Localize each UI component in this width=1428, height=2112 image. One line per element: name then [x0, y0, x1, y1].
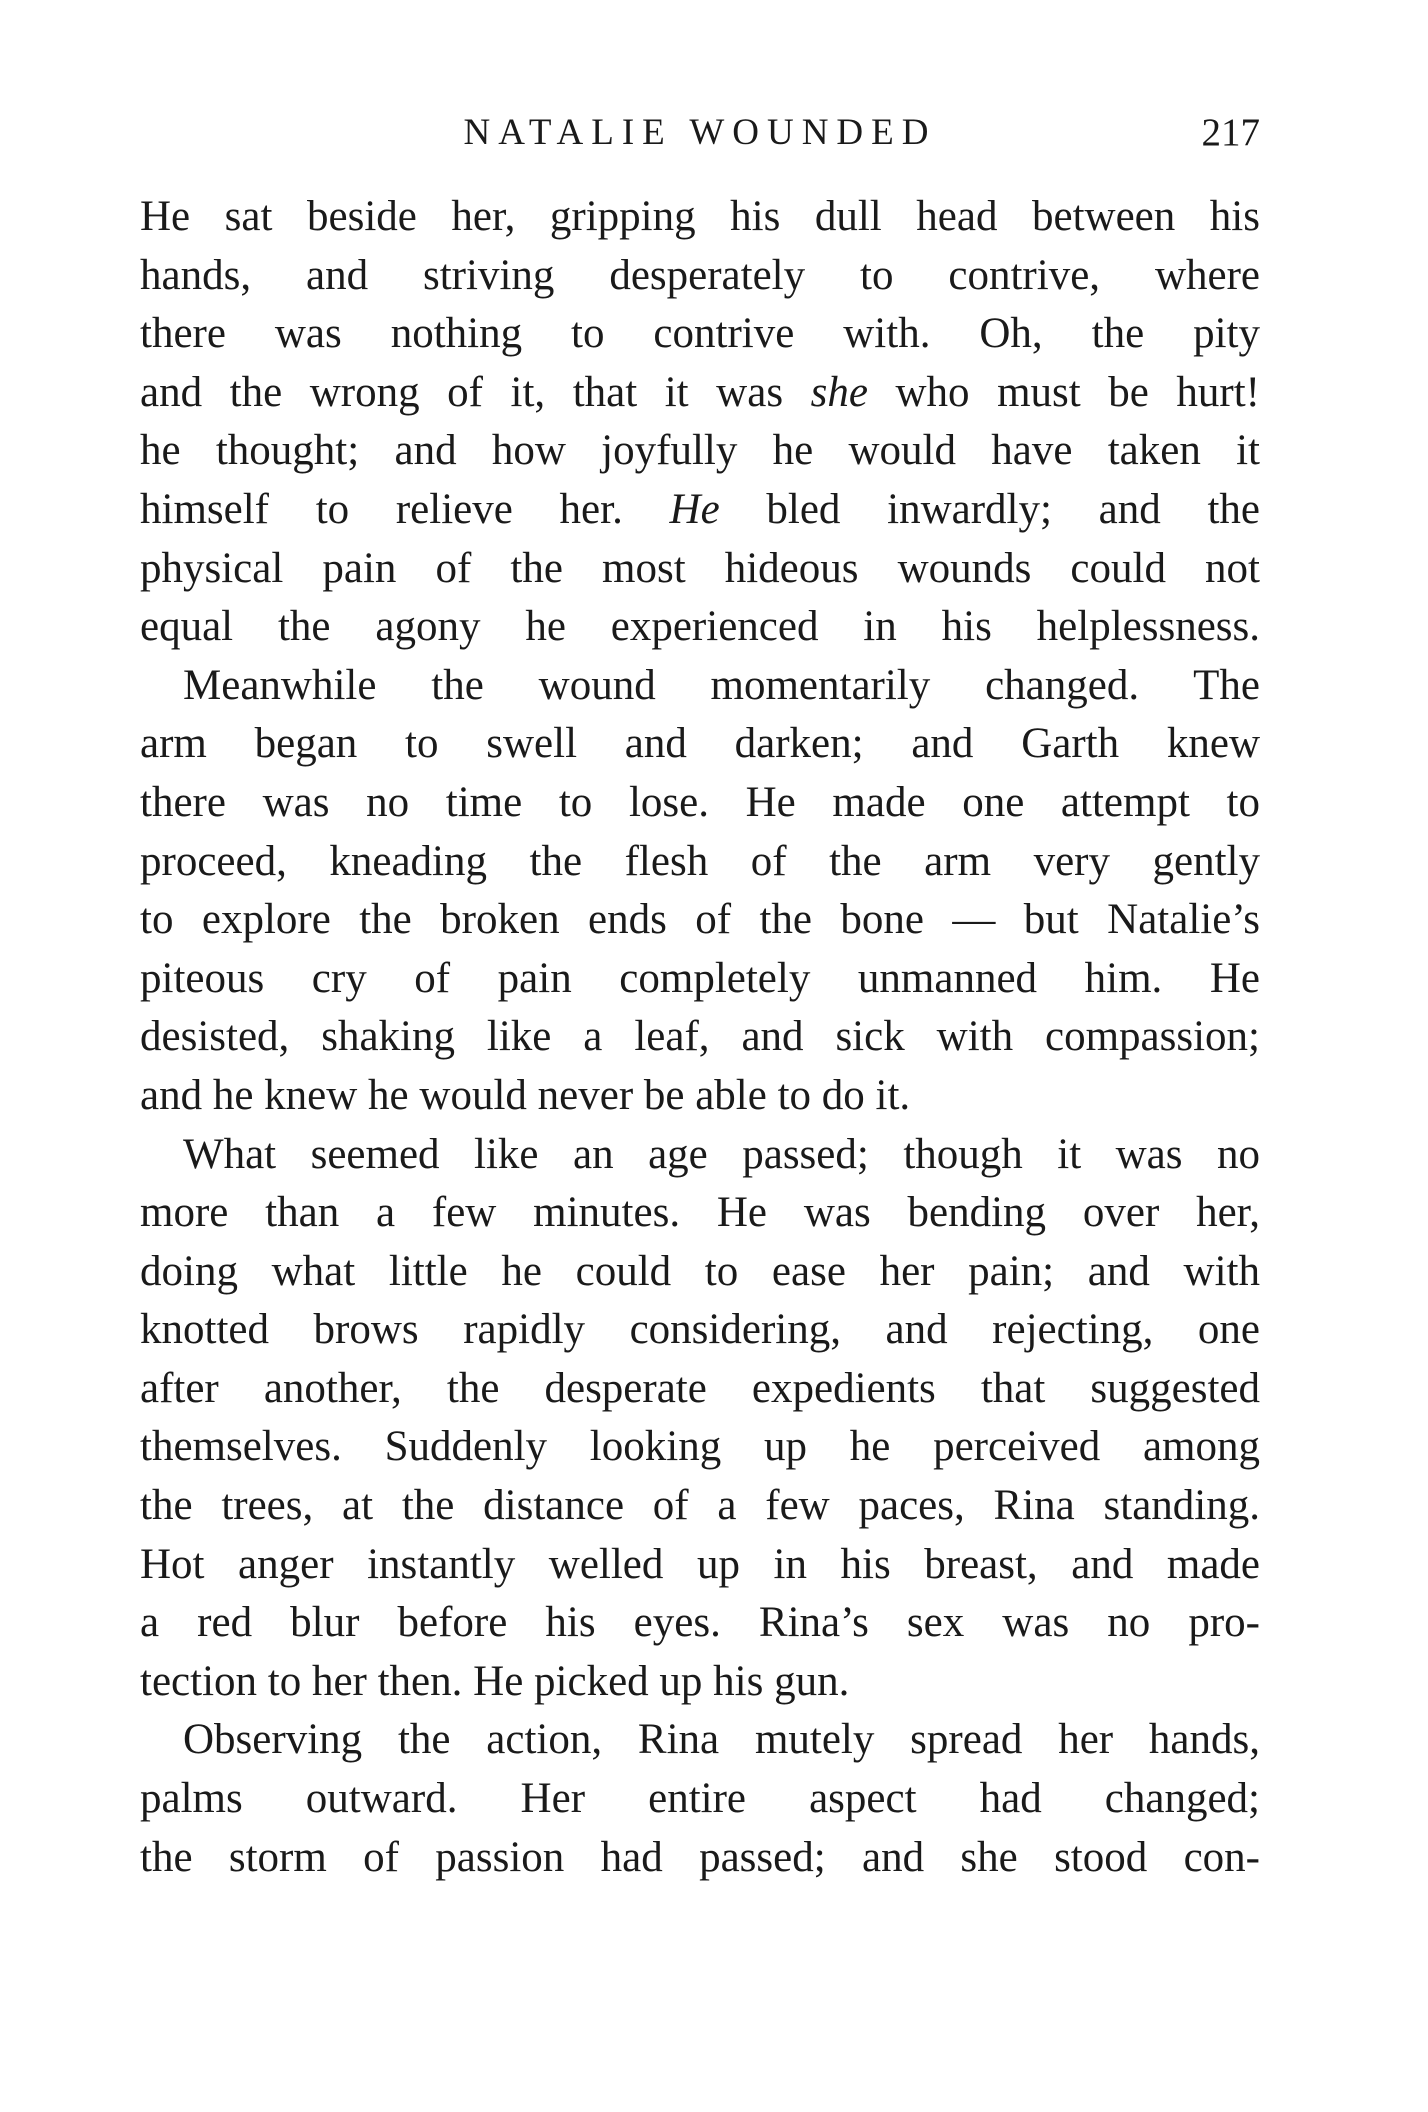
text-line: themselves. Suddenly looking up he perceived among — [140, 1423, 1260, 1471]
text-line: doing what little he could to ease her pain; and with — [140, 1247, 1260, 1295]
text-span: and the wrong of it, that it was — [140, 368, 811, 416]
text-line: there was nothing to contrive with. Oh, the pity — [140, 310, 1260, 358]
text-line: What seemed like an age passed; though it was no — [183, 1130, 1260, 1178]
text-line: a red blur before his eyes. Rina’s sex was no pro- — [140, 1599, 1260, 1647]
text-line: and he knew he would never be able to do it. — [140, 1071, 911, 1119]
text-line: hands, and striving desperately to contrive, where — [140, 251, 1260, 299]
text-line: tection to her then. He picked up his gun. — [140, 1657, 850, 1705]
text-line: there was no time to lose. He made one attempt to — [140, 778, 1260, 826]
page-number: 217 — [1201, 111, 1260, 154]
text-line: Meanwhile the wound momentarily changed. The — [183, 661, 1260, 709]
text-line: Hot anger instantly welled up in his breast, and made — [140, 1540, 1260, 1588]
text-line: arm began to swell and darken; and Garth knew — [140, 720, 1260, 768]
running-title: NATALIE WOUNDED — [463, 112, 937, 153]
text-line: physical pain of the most hideous wounds could not — [140, 544, 1260, 592]
text-line: proceed, kneading the flesh of the arm very gently — [140, 837, 1260, 885]
text-line: the trees, at the distance of a few paces, Rina standing. — [140, 1482, 1260, 1530]
text-line: more than a few minutes. He was bending over her, — [140, 1189, 1260, 1237]
text-line: Observing the action, Rina mutely spread her hands, — [183, 1716, 1260, 1764]
text-span: himself to relieve her. — [140, 485, 670, 533]
text-line: after another, the desperate expedients that suggested — [140, 1364, 1260, 1412]
emphasis: He — [669, 485, 720, 533]
text-line: desisted, shaking like a leaf, and sick with compassion; — [140, 1013, 1260, 1061]
text-span: who must be hurt! — [867, 368, 1260, 416]
text-line — [140, 364, 1260, 423]
text-line: to explore the broken ends of the bone — but Natalie’s — [140, 896, 1260, 944]
emphasis: she — [810, 368, 868, 416]
text-line: piteous cry of pain completely unmanned him. He — [140, 954, 1260, 1002]
text-line: he thought; and how joyfully he would have taken it — [140, 427, 1260, 475]
text-line: He sat beside her, gripping his dull head between his — [140, 193, 1260, 240]
text-line: knotted brows rapidly considering, and rejecting, one — [140, 1306, 1260, 1354]
text-line — [140, 481, 1260, 540]
text-line: palms outward. Her entire aspect had changed; — [140, 1775, 1260, 1823]
body-text — [140, 188, 1260, 1887]
text-span: bled inwardly; and the — [719, 485, 1260, 533]
text-line: equal the agony he experienced in his helplessness. — [140, 603, 1260, 651]
text-line: the storm of passion had passed; and she stood con- — [140, 1833, 1260, 1881]
running-head — [140, 108, 1260, 158]
